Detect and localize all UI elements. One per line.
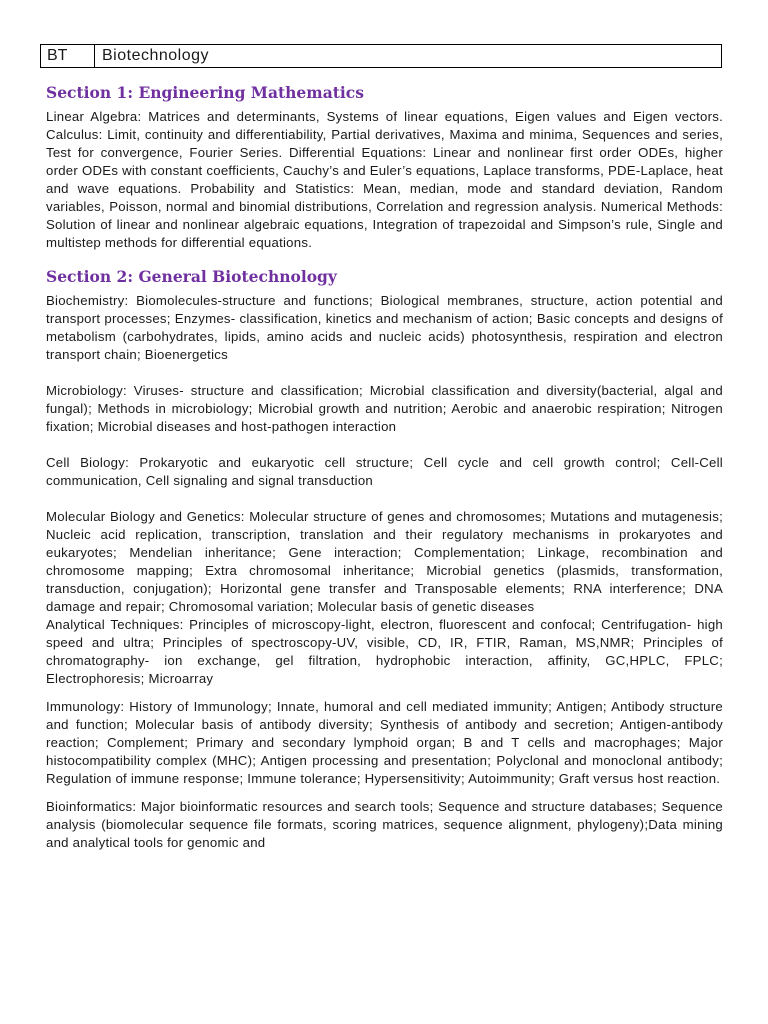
subject-code: BT xyxy=(41,45,95,67)
subject-name: Biotechnology xyxy=(102,47,210,64)
cell-biology-paragraph: Cell Biology: Prokaryotic and eukaryotic cell structure; Cell cycle and cell growth control; Cell-Cell communication, Cell signaling and signal transduction xyxy=(46,455,723,488)
section-1-title: Section 1: Engineering Mathematics xyxy=(46,83,364,102)
microbiology-paragraph: Microbiology: Viruses- structure and classification; Microbial classification and diversity(bacterial, algal and fungal); Methods in microbiology; Microbial growth and nutrition; Aerobic and anaerobic respiration; Nitrogen fixation; Microbial diseases and host-pathogen interaction xyxy=(46,383,723,434)
analytical-techniques-paragraph: Analytical Techniques: Principles of microscopy-light, electron, fluorescent and confocal; Centrifugation- high speed and ultra; Principles of spectroscopy-UV, visible, CD, IR, FTIR, Raman, MS,NMR; Principles of chromatography- ion exchange, gel filtration, hydrophobic interaction, affinity, GC,HPLC, FPLC; Electrophoresis; Microarray xyxy=(46,617,723,686)
biochemistry-paragraph: Biochemistry: Biomolecules-structure and functions; Biological membranes, structure, action potential and transport processes; Enzymes- classification, kinetics and mechanism of action; Basic concepts and designs of metabolism (carbohydrates, lipids, amino acids and nucleic acids) photosynthesis, respiration and electron transport chain; Bioenergetics xyxy=(46,293,723,362)
section-1-paragraph: Linear Algebra: Matrices and determinants, Systems of linear equations, Eigen values and Eigen vectors. Calculus: Limit, continuity and differentiability, Partial derivatives, Maxima and minima, Sequences and series, Test for convergence, Fourier Series. Differential Equations: Linear and nonlinear first order ODEs, higher order ODEs with constant coefficients, Cauchy’s and Euler’s equations, Laplace transforms, PDE-Laplace, heat and wave equations. Probability and Statistics: Mean, median, mode and standard deviation, Random variables, Poisson, normal and binomial distributions, Correlation and regression analysis. Numerical Methods: Solution of linear and nonlinear algebraic equations, Integration of trapezoidal and Simpson’s rule, Single and multistep methods for differential equations. xyxy=(46,109,723,250)
document-page xyxy=(40,44,723,852)
subject-header-table xyxy=(40,44,722,68)
bioinformatics-paragraph: Bioinformatics: Major bioinformatic resources and search tools; Sequence and structure databases; Sequence analysis (biomolecular sequence file formats, scoring matrices, sequence alignment, phylogeny);Data mining and analytical tools for genomic and xyxy=(46,799,723,850)
immunology-paragraph: Immunology: History of Immunology; Innate, humoral and cell mediated immunity; Antigen; Antibody structure and function; Molecular basis of antibody diversity; Synthesis of antibody and secretion; Antigen-antibody reaction; Complement; Primary and secondary lymphoid organ; B and T cells and macrophages; Major histocompatibility complex (MHC); Antigen processing and presentation; Polyclonal and monoclonal antibody; Regulation of immune response; Immune tolerance; Hypersensitivity; Autoimmunity; Graft versus host reaction. xyxy=(46,699,723,786)
section-2-title: Section 2: General Biotechnology xyxy=(46,267,337,286)
molecular-biology-paragraph: Molecular Biology and Genetics: Molecular structure of genes and chromosomes; Mutations and mutagenesis; Nucleic acid replication, transcription, translation and their regulatory mechanisms in prokaryotes and eukaryotes; Mendelian inheritance; Gene interaction; Complementation; Linkage, recombination and chromosome mapping; Extra chromosomal inheritance; Microbial genetics (plasmids, transformation, transduction, conjugation); Horizontal gene transfer and Transposable elements; RNA interference; DNA damage and repair; Chromosomal variation; Molecular basis of genetic diseases xyxy=(46,509,723,614)
